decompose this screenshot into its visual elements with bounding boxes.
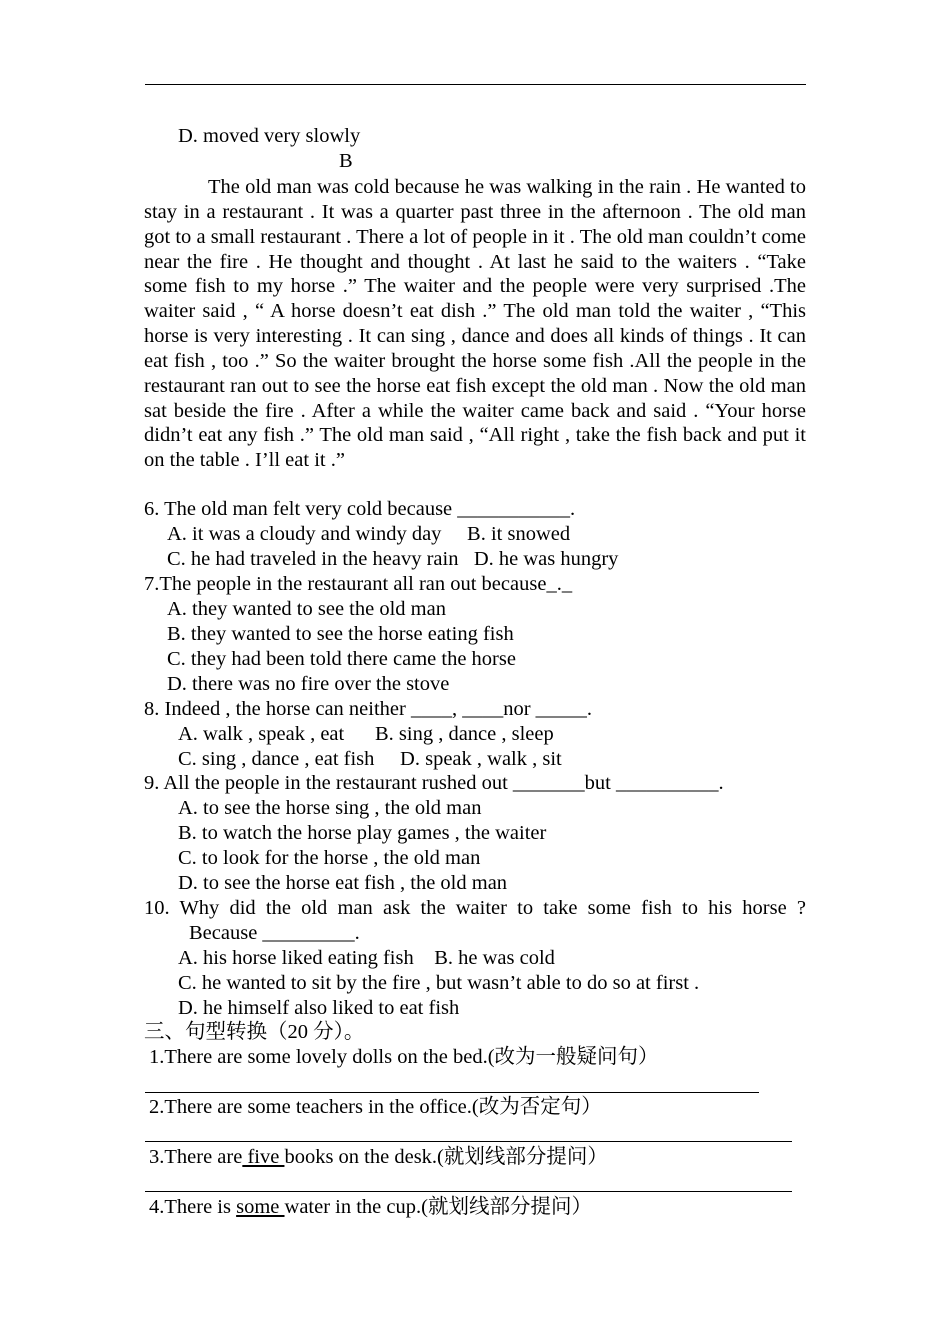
sentence-4-underlined: some [236,1196,285,1218]
answer-line-1[interactable] [145,1092,759,1093]
sentence-3-end: books on the desk.(就划线部分提问） [284,1146,608,1168]
sentence-3-underlined: five [242,1146,285,1168]
question-9-option-c: C. to look for the horse , the old man [178,847,481,869]
question-9-option-b: B. to watch the horse play games , the waiter [178,822,547,844]
question-6-stem: 6. The old man felt very cold because ___________. [144,498,576,520]
question-7-option-d: D. there was no fire over the stove [167,673,450,695]
question-10-option-d: D. he himself also liked to eat fish [178,997,460,1019]
sentence-3 [149,1145,608,1170]
header-rule [145,84,806,85]
section-letter: B [339,150,353,172]
answer-line-3[interactable] [145,1191,792,1192]
question-7-option-c: C. they had been told there came the horse [167,648,516,670]
question-6-options-cd: C. he had traveled in the heavy rain D. he was hungry [167,548,619,570]
question-10-stem-because: Because _________. [189,922,360,944]
question-10-options-ab: A. his horse liked eating fish B. he was cold [178,947,555,969]
option-d-previous: D. moved very slowly [178,125,361,147]
question-10-stem: 10. Why did the old man ask the waiter to take some fish to his horse ? [144,897,806,919]
question-9-option-a: A. to see the horse sing , the old man [178,797,482,819]
question-8-stem: 8. Indeed , the horse can neither ____, ____nor _____. [144,698,593,720]
question-9-option-d: D. to see the horse eat fish , the old man [178,872,508,894]
question-8-options-ab: A. walk , speak , eat B. sing , dance , sleep [178,723,554,745]
question-7-text: 7.The people in the restaurant all ran out because [144,573,547,595]
question-6-options-ab: A. it was a cloudy and windy day B. it snowed [167,523,571,545]
reading-passage: The old man was cold because he was walking in the rain . He wanted to stay in a restaurant . It was a quarter past three in the afternoon . The old man got to a small restaurant . There a lot of people in it . The old man couldn’t come near the fire . He thought and thought . At last he said to the waiters . “Take some fish to my horse .” The waiter and the people were very surprised .The waiter said , “ A horse doesn’t eat dish .” The old man told the waiter , “This horse is very interesting . It can sing , dance and does all kinds of things . It can eat fish , too .” So the waiter brought the horse some fish .All the people in the restaurant ran out to see the horse eat fish except the old man . Now the old man sat beside the fire . After a while the waiter came back and said . “Your horse didn’t eat any fish .” The old man said , “All right , take the fish back and put it on the table . I’ll eat it .” [144,176,806,472]
answer-line-2[interactable] [145,1141,792,1142]
question-7-blank: _._ [546,573,573,595]
sentence-1: 1.There are some lovely dolls on the bed.(改为一般疑问句） [149,1046,659,1068]
sentence-4-start: 4.There is [149,1196,237,1218]
sentence-2: 2.There are some teachers in the office.(改为否定句） [149,1096,602,1118]
question-10-option-c: C. he wanted to sit by the fire , but wasn’t able to do so at first . [178,972,700,994]
question-8-options-cd: C. sing , dance , eat fish D. speak , walk , sit [178,748,562,770]
sentence-3-start: 3.There are [149,1146,243,1168]
sentence-4-end: water in the cup.(就划线部分提问） [284,1196,592,1218]
sentence-4 [149,1195,592,1220]
question-7-stem [144,572,572,597]
question-9-stem: 9. All the people in the restaurant rushed out _______but __________. [144,772,724,794]
question-7-option-b: B. they wanted to see the horse eating fish [167,623,514,645]
question-7-option-a: A. they wanted to see the old man [167,598,446,620]
section-3-title: 三、句型转换（20 分）。 [144,1021,365,1043]
